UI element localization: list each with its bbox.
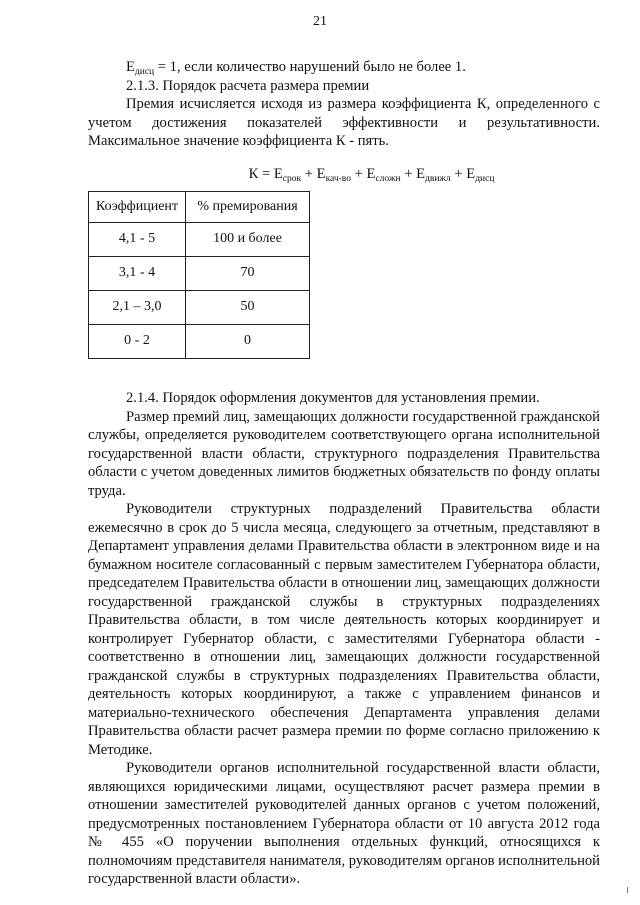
table-cell: 50 [186, 291, 310, 325]
scan-edge-mark [627, 887, 628, 893]
table-cell: 0 [186, 325, 310, 359]
table-row [89, 325, 310, 359]
e-disc-condition: $E_{дисц} = 1$, если количество нарушений было не более 1. [126, 59, 466, 77]
coefficient-formula: $К = Е_{срок} + Е_{кач-во} + Е_{сложн} + Е_{движл} + Е_{дисц}$ [248, 165, 495, 184]
paragraph-executive-organs: Руководители органов исполнительной государственной власти области, являющихся юридическими лицами, осуществляют расчет размера премии в отношении заместителей руководителей данных органов с учетом положений, предусмотренных постановлением Губернатора области от 10 августа 2012 года № 455 «О поручении выполнения отдельных функций, относящихся к полномочиям представителя нанимателя, руководителям органов исполнительной государственной власти области». [88, 760, 600, 887]
table-row [89, 257, 310, 291]
section-heading-2-1-3: 2.1.3. Порядок расчета размера премии [126, 77, 370, 94]
paragraph-bonus: Премия исчисляется исходя из размера коэффициента К, определенного с учетом достижения показателей эффективности и результативности. Максимальное значение коэффициента К - пять. [88, 96, 600, 149]
table-cell: 0 - 2 [89, 325, 186, 359]
page-content [88, 58, 600, 889]
paragraph-bonus-size: Размер премий лиц, замещающих должности государственной гражданской службы, определяется руководителем соответствующего органа исполнительной государственной власти области, структурного подразделения Правительства области с учетом доведенных лимитов бюджетных обязательств по фонду оплаты труда. [88, 408, 600, 499]
table-row [89, 291, 310, 325]
table-cell: 2,1 – 3,0 [89, 291, 186, 325]
table-cell: 100 и более [186, 223, 310, 257]
coefficient-table [88, 191, 310, 359]
table-cell: 3,1 - 4 [89, 257, 186, 291]
table-cell: 4,1 - 5 [89, 223, 186, 257]
paragraph-department-heads: Руководители структурных подразделений Правительства области ежемесячно в срок до 5 числа месяца, следующего за отчетным, представляют в Департамент управления делами Правительства области в электронном виде и на бумажном носителе согласованный с первым заместителем Губернатора области, председателем Правительства области в отношении лиц, замещающих должности государственной гражданской службы в структурных подразделениях Правительства области, в том числе деятельность которых координирует и контролирует Губернатор области, с заместителями Губернатора области - соответственно в отношении лиц, замещающих должности государственной гражданской службы в структурных подразделениях Правительства области, деятельность которых координируют, а также с управлением финансов и материально-технического обеспечения Департамента управления делами Правительства области расчет размера премии по форме согласно приложению к Методике. [88, 501, 600, 758]
table-row [89, 223, 310, 257]
table-header-percent: % премирования [186, 192, 310, 223]
page-number: 21 [313, 14, 327, 29]
table-cell: 70 [186, 257, 310, 291]
table-header-row [89, 192, 310, 223]
table-header-coefficient: Коэффициент [89, 192, 186, 223]
section-heading-2-1-4: 2.1.4. Порядок оформления документов для установления премии. [126, 390, 540, 406]
